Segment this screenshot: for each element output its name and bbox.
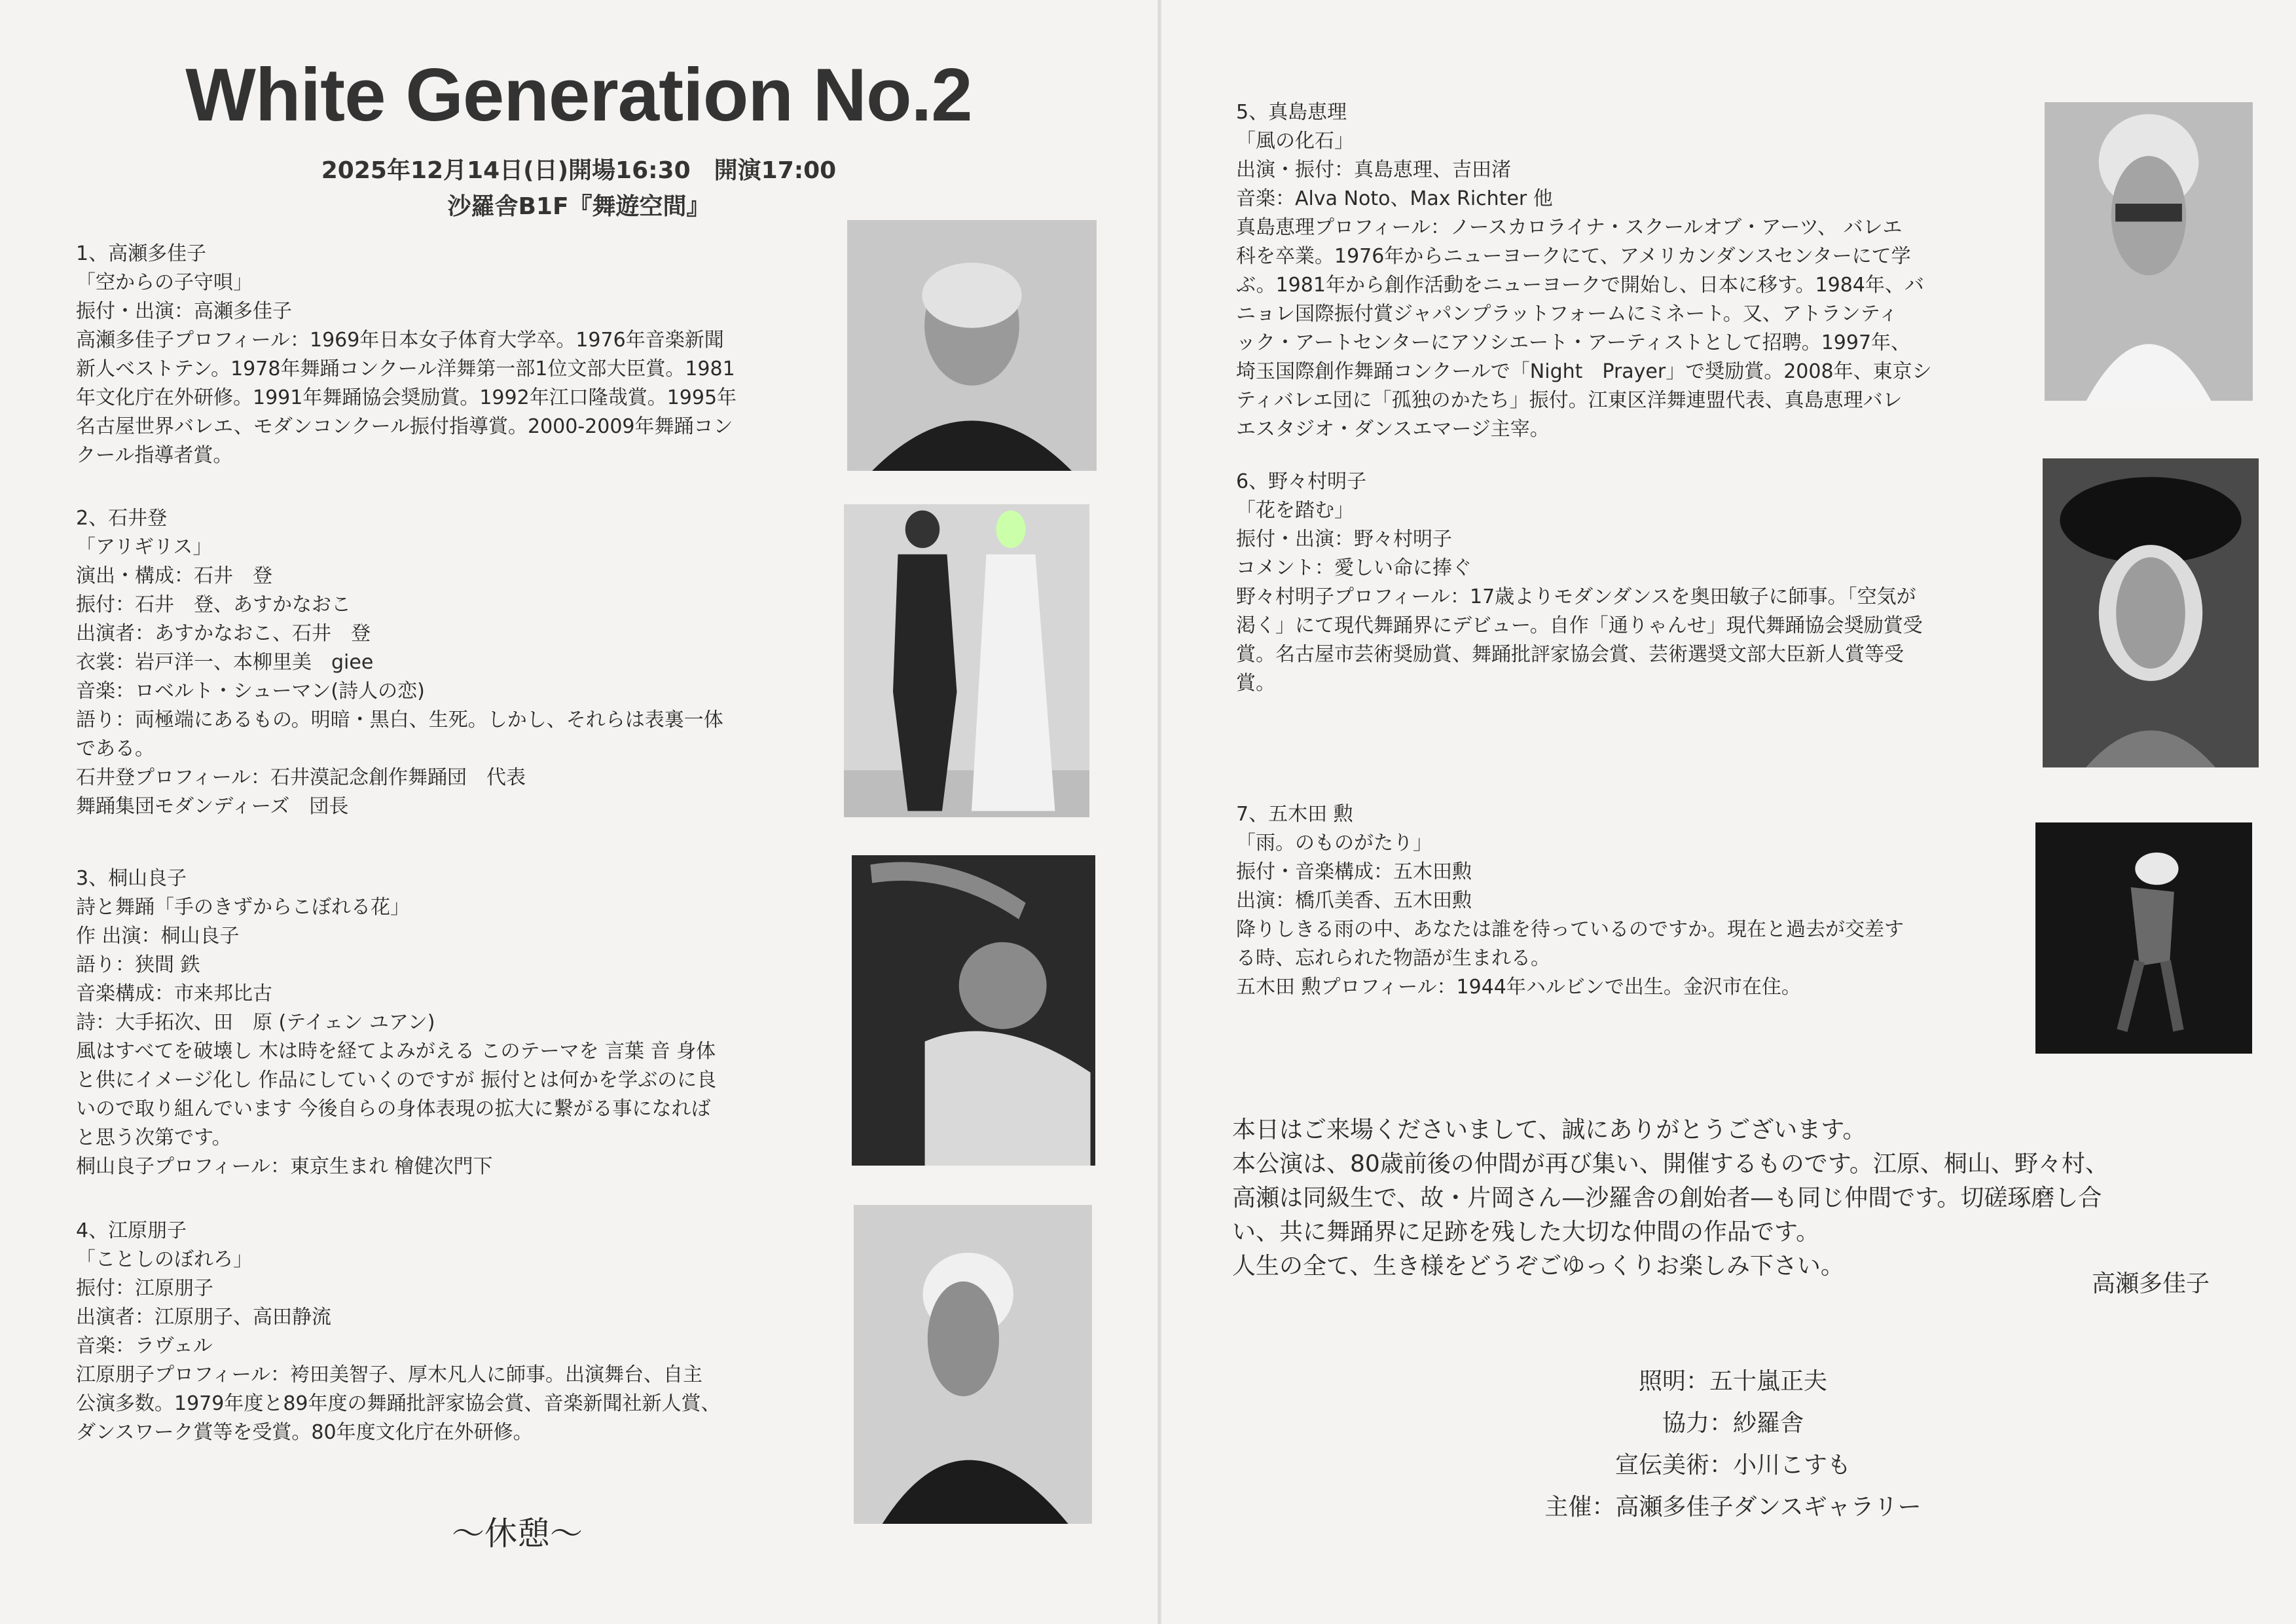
program-line: ぶ。1981年から創作活動をニューヨークで開始し、日本に移す。1984年、バ bbox=[1236, 274, 1924, 297]
program-line: 桐山良子プロフィール：東京生まれ 檜健次門下 bbox=[76, 1155, 493, 1178]
greeting-line: 本日はご来場くださいまして、誠にありがとうございます。 bbox=[1232, 1116, 1867, 1143]
program-line: ダンスワーク賞等を受賞。80年度文化庁在外研修。 bbox=[76, 1421, 533, 1444]
credit-line: 主催：高瀬多佳子ダンスギャラリー bbox=[1544, 1494, 1922, 1521]
photo-gokita bbox=[2035, 822, 2252, 1054]
program-line: 振付・音楽構成：五木田勲 bbox=[1236, 860, 1472, 883]
program-line: 賞。名古屋市芸術奨励賞、舞踊批評家協会賞、芸術選奨文部大臣新人賞等受 bbox=[1236, 643, 1904, 666]
program-line: いので取り組んでいます 今後自らの身体表現の拡大に繋がる事になれば bbox=[76, 1098, 711, 1120]
program-line: 「雨。のものがたり」 bbox=[1236, 832, 1432, 855]
program-line: と供にイメージ化し 作品にしていくのですが 振付とは何かを学ぶのに良 bbox=[76, 1069, 717, 1092]
program-line: 音楽：ロベルト・シューマン(詩人の恋) bbox=[76, 680, 425, 703]
program-line: 5、真島恵理 bbox=[1236, 101, 1347, 124]
program-line: 演出・構成：石井 登 bbox=[76, 564, 272, 587]
program-line: 公演多数。1979年度と89年度の舞踊批評家協会賞、音楽新聞社新人賞、 bbox=[76, 1392, 721, 1415]
photo-ehara bbox=[854, 1205, 1092, 1524]
greeting-line: い、共に舞踊界に足跡を残した大切な仲間の作品です。 bbox=[1232, 1219, 1820, 1246]
program-line: クール指導者賞。 bbox=[76, 444, 233, 467]
page-fold bbox=[1157, 0, 1161, 1624]
program-line: 「ことしのぼれろ」 bbox=[76, 1248, 253, 1271]
program-line: 出演者：江原朋子、高田静流 bbox=[76, 1306, 331, 1329]
program-line: 6、野々村明子 bbox=[1236, 470, 1367, 493]
program-line: である。 bbox=[76, 737, 155, 760]
photo-kiriyama bbox=[852, 855, 1095, 1166]
credits bbox=[1232, 1361, 2234, 1528]
program-line: コメント：愛しい命に捧ぐ bbox=[1236, 557, 1472, 580]
program-line: 振付：江原朋子 bbox=[76, 1277, 213, 1300]
program-line: 振付・出演：野々村明子 bbox=[1236, 528, 1452, 551]
photo-ishii bbox=[844, 504, 1089, 817]
program-line: 「アリギリス」 bbox=[76, 536, 213, 559]
program-line: ニョレ国際振付賞ジャパンプラットフォームにミネート。又、アトランティ bbox=[1236, 303, 1899, 325]
program-line: 振付・出演：高瀬多佳子 bbox=[76, 300, 292, 323]
program-line: 五木田 勲プロフィール：1944年ハルビンで出生。金沢市在住。 bbox=[1236, 976, 1801, 999]
program-line: 音楽構成：市来邦比古 bbox=[76, 982, 272, 1005]
event-date: 2025年12月14日(日)開場16:30 開演17:00 bbox=[321, 157, 837, 184]
program-line: 「花を踏む」 bbox=[1236, 499, 1354, 522]
program-line: 詩と舞踊「手のきずからこぼれる花」 bbox=[76, 896, 410, 919]
program-line: 「風の化石」 bbox=[1236, 130, 1354, 153]
program-line: 江原朋子プロフィール：袴田美智子、厚木凡人に師事。出演舞台、自主 bbox=[76, 1363, 702, 1386]
program-line: 振付：石井 登、あすかなおこ bbox=[76, 593, 351, 616]
program-line: 出演：橋爪美香、五木田勲 bbox=[1236, 889, 1472, 912]
program-line: 音楽：Alva Noto、Max Richter 他 bbox=[1236, 187, 1553, 210]
program-line: と思う次第です。 bbox=[76, 1126, 232, 1149]
program-line: 2、石井登 bbox=[76, 507, 168, 530]
photo-majima bbox=[2045, 102, 2253, 401]
event-venue: 沙羅舎B1F『舞遊空間』 bbox=[447, 193, 710, 220]
program-line: 1、高瀬多佳子 bbox=[76, 242, 207, 265]
program-line: 語り：両極端にあるもの。明暗・黒白、生死。しかし、それらは表裏一体 bbox=[76, 709, 723, 731]
program-line: 4、江原朋子 bbox=[76, 1219, 187, 1242]
program-line: 7、五木田 勲 bbox=[1236, 803, 1353, 826]
credit-line: 宣伝美術：小川こすも bbox=[1614, 1452, 1851, 1479]
program-line: 科を卒業。1976年からニューヨークにて、アメリカンダンスセンターにて学 bbox=[1236, 245, 1911, 268]
program-line: 作 出演：桐山良子 bbox=[76, 925, 240, 948]
program-line: 石井登プロフィール：石井漠記念創作舞踊団 代表 bbox=[76, 766, 526, 789]
program-item-3 bbox=[76, 864, 716, 1181]
program-line: 名古屋世界バレエ、モダンコンクール振付指導賞。2000-2009年舞踊コン bbox=[76, 415, 733, 438]
program-item-6 bbox=[1236, 468, 1923, 698]
program-line: 出演者：あすかなおこ、石井 登 bbox=[76, 622, 371, 645]
program-item-7 bbox=[1236, 800, 1904, 1002]
program-item-5 bbox=[1236, 98, 1932, 444]
program-line: る時、忘れられた物語が生まれる。 bbox=[1236, 947, 1550, 970]
program-line: エスタジオ・ダンスエマージ主宰。 bbox=[1236, 418, 1550, 441]
program-line: 新人ベストテン。1978年舞踊コンクール洋舞第一部1位文部大臣賞。1981 bbox=[76, 358, 735, 380]
program-line: 降りしきる雨の中、あなたは誰を待っているのですか。現在と過去が交差す bbox=[1236, 918, 1904, 941]
program-line: 音楽：ラヴェル bbox=[76, 1335, 213, 1357]
photo-takase bbox=[847, 220, 1097, 471]
greeting-line: 人生の全て、生き様をどうぞごゆっくりお楽しみ下さい。 bbox=[1232, 1253, 1844, 1280]
program-line: 語り：狭間 鉄 bbox=[76, 953, 200, 976]
greeting-signature: 高瀬多佳子 bbox=[2092, 1270, 2210, 1297]
program-item-2 bbox=[76, 504, 723, 821]
credit-line: 照明：五十嵐正夫 bbox=[1638, 1368, 1827, 1395]
photo-nonomura bbox=[2043, 458, 2259, 767]
program-line: 野々村明子プロフィール：17歳よりモダンダンスを奥田敏子に師事。「空気が bbox=[1236, 585, 1916, 608]
program-line: 詩：大手拓次、田 原 (テイェン ユアン) bbox=[76, 1011, 435, 1034]
program-line: ック・アートセンターにアソシエート・アーティストとして招聘。1997年、 bbox=[1236, 331, 1911, 354]
program-item-1 bbox=[76, 240, 737, 470]
program-line: 埼玉国際創作舞踊コンクールで「Night Prayer」で奨励賞。2008年、東京シ bbox=[1236, 360, 1932, 383]
credit-line: 協力：紗羅舎 bbox=[1662, 1410, 1804, 1437]
program-title: White Generation No.2 bbox=[185, 54, 972, 137]
program-line: ティバレエ団に「孤独のかたち」振付。江東区洋舞連盟代表、真島恵理バレ bbox=[1236, 389, 1903, 412]
program-line: 風はすべてを破壊し 木は時を経てよみがえる このテーマを 言葉 音 身体 bbox=[76, 1040, 716, 1063]
program-item-4 bbox=[76, 1217, 721, 1447]
program-line: 「空からの子守唄」 bbox=[76, 271, 253, 294]
program-line: 出演・振付：真島恵理、吉田渚 bbox=[1236, 158, 1511, 181]
program-line: 年文化庁在外研修。1991年舞踊協会奨励賞。1992年江口隆哉賞。1995年 bbox=[76, 386, 737, 409]
greeting-message bbox=[1232, 1113, 2234, 1283]
greeting-line: 本公演は、80歳前後の仲間が再び集い、開催するものです。江原、桐山、野々村、 bbox=[1232, 1151, 2109, 1177]
program-line: 舞踊集団モダンディーズ 団長 bbox=[76, 795, 349, 818]
program-line: 高瀬多佳子プロフィール：1969年日本女子体育大学卒。1976年音楽新聞 bbox=[76, 329, 724, 352]
program-line: 真島恵理プロフィール：ノースカロライナ・スクールオブ・アーツ、 バレエ bbox=[1236, 216, 1903, 239]
program-line: 渇く」にて現代舞踊界にデビュー。自作「通りゃんせ」現代舞踊協会奨励賞受 bbox=[1236, 614, 1923, 637]
program-line: 3、桐山良子 bbox=[76, 867, 187, 890]
program-line: 衣裳：岩戸洋一、本柳里美 giee bbox=[76, 651, 374, 674]
program-line: 賞。 bbox=[1236, 672, 1275, 695]
intermission-label: 〜休憩〜 bbox=[452, 1515, 583, 1553]
greeting-line: 高瀬は同級生で、故・片岡さん—沙羅舎の創始者—も同じ仲間です。切磋琢磨し合 bbox=[1232, 1185, 2102, 1211]
